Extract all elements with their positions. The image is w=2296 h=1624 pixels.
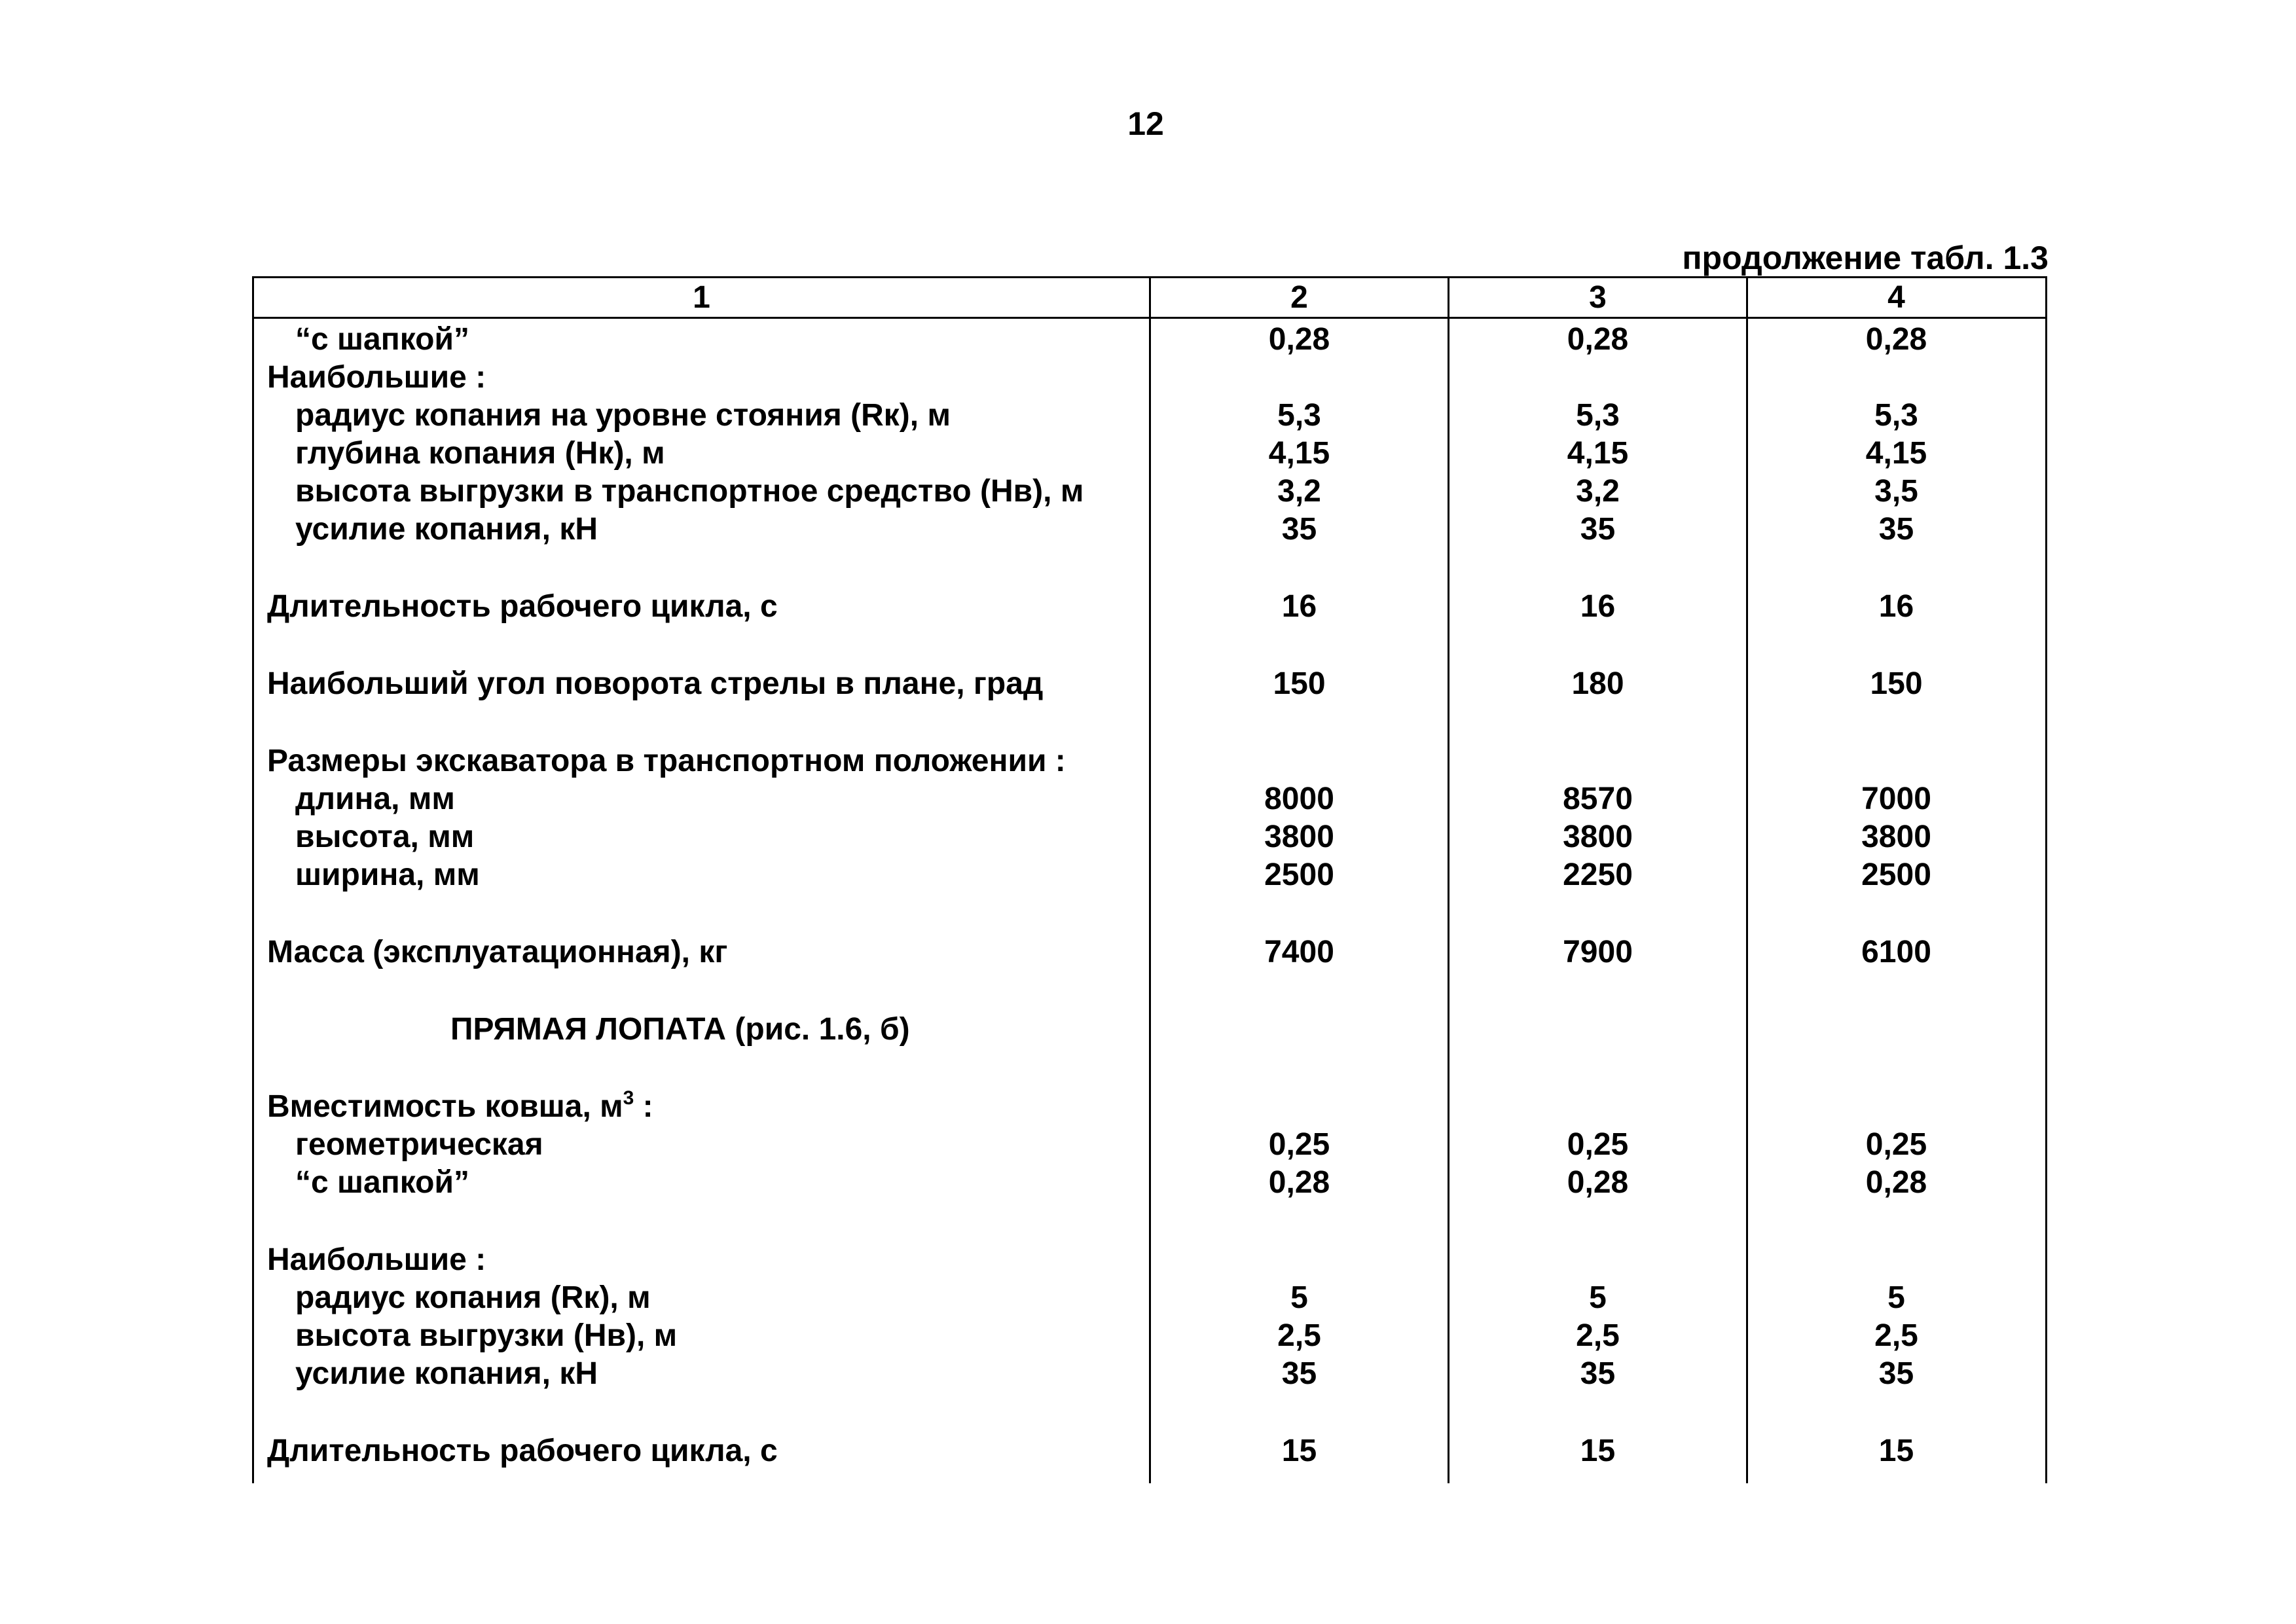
table-row	[254, 818, 2045, 856]
cell-col4: 0,28	[1865, 322, 1927, 357]
cell-col4: 5	[1887, 1280, 1905, 1315]
row-label: высота выгрузки (Нв), м	[295, 1318, 678, 1353]
cell-col2: 150	[1273, 666, 1326, 701]
column-header-2: 2	[1290, 280, 1308, 315]
cell-col2: 2500	[1264, 857, 1334, 892]
cell-col4: 4,15	[1865, 436, 1927, 471]
table-row	[254, 1432, 2045, 1470]
cell-col4: 5,3	[1874, 398, 1918, 433]
table-row	[254, 397, 2045, 435]
cell-col4: 15	[1878, 1434, 1914, 1468]
cell-col2: 3,2	[1277, 474, 1321, 509]
row-label: усилие копания, кН	[295, 512, 598, 547]
cell-col2: 35	[1281, 1356, 1317, 1391]
page-number: 12	[1127, 105, 1164, 142]
cell-col3: 2250	[1563, 857, 1633, 892]
cell-col2: 2,5	[1277, 1318, 1321, 1353]
row-label: Наибольший угол поворота стрелы в плане, град	[267, 666, 1044, 701]
table-row	[254, 1317, 2045, 1355]
row-label: “с шапкой”	[295, 322, 469, 357]
cell-col3: 4,15	[1567, 436, 1629, 471]
row-label: радиус копания (Rк), м	[295, 1280, 651, 1315]
cell-col4: 35	[1878, 512, 1914, 547]
row-label: Наибольшие :	[267, 1242, 486, 1277]
table-row	[254, 473, 2045, 511]
cell-col2: 35	[1281, 512, 1317, 547]
cell-col2: 0,28	[1268, 322, 1330, 357]
cell-col3: 2,5	[1576, 1318, 1620, 1353]
table-row	[254, 435, 2045, 473]
cell-col4: 0,25	[1865, 1127, 1927, 1162]
column-header-1: 1	[693, 280, 710, 315]
column-header-4: 4	[1887, 280, 1905, 315]
cell-col4: 3800	[1861, 820, 1931, 854]
row-label: усилие копания, кН	[295, 1356, 598, 1391]
row-label: Размеры экскаватора в транспортном положении :	[267, 744, 1066, 778]
cell-col3: 35	[1580, 1356, 1616, 1391]
cell-col2: 0,28	[1268, 1165, 1330, 1200]
table-row	[254, 1126, 2045, 1164]
cell-col3: 35	[1580, 512, 1616, 547]
cell-col3: 7900	[1563, 935, 1633, 969]
cell-col3: 5	[1589, 1280, 1607, 1315]
column-header-3: 3	[1589, 280, 1607, 315]
table-caption: продолжение табл. 1.3	[1682, 240, 2049, 276]
row-label: Масса (эксплуатационная), кг	[267, 935, 728, 969]
cell-col2: 4,15	[1268, 436, 1330, 471]
cell-col2: 15	[1281, 1434, 1317, 1468]
cell-col4: 3,5	[1874, 474, 1918, 509]
cell-col3: 0,28	[1567, 1165, 1629, 1200]
table-row	[254, 780, 2045, 818]
table-row	[254, 1241, 2045, 1279]
cell-col2: 5	[1290, 1280, 1308, 1315]
table-row	[254, 665, 2045, 703]
table-row	[254, 511, 2045, 549]
cell-col3: 180	[1571, 666, 1624, 701]
cell-col3: 0,28	[1567, 322, 1629, 357]
row-label: Вместимость ковша, $м^3$ :	[267, 1087, 653, 1124]
table-row	[254, 1011, 2045, 1049]
cell-col4: 35	[1878, 1356, 1914, 1391]
cell-col3: 3,2	[1576, 474, 1620, 509]
row-label: высота выгрузки в транспортное средство (Нв), м	[295, 474, 1084, 509]
table-row	[254, 1355, 2045, 1393]
row-label: длина, мм	[295, 782, 455, 816]
cell-col2: 7400	[1264, 935, 1334, 969]
table-row	[254, 1164, 2045, 1202]
cell-col4: 16	[1878, 589, 1914, 624]
table-row	[254, 742, 2045, 780]
row-label: Длительность рабочего цикла, с	[267, 589, 778, 624]
cell-col2: 0,25	[1268, 1127, 1330, 1162]
row-label: радиус копания на уровне стояния (Rк), м	[295, 398, 951, 433]
cell-col3: 0,25	[1567, 1127, 1629, 1162]
section-heading: ПРЯМАЯ ЛОПАТА (рис. 1.6, б)	[450, 1012, 910, 1047]
table-row	[254, 359, 2045, 397]
cell-col3: 3800	[1563, 820, 1633, 854]
row-label: Длительность рабочего цикла, с	[267, 1434, 778, 1468]
cell-col4: 2,5	[1874, 1318, 1918, 1353]
row-label: геометрическая	[295, 1127, 543, 1162]
cell-col4: 0,28	[1865, 1165, 1927, 1200]
data-table	[252, 276, 2047, 1483]
cell-col2: 3800	[1264, 820, 1334, 854]
table-row	[254, 1279, 2045, 1317]
row-label: “с шапкой”	[295, 1165, 469, 1200]
row-label: высота, мм	[295, 820, 475, 854]
cell-col4: 2500	[1861, 857, 1931, 892]
cell-col3: 5,3	[1576, 398, 1620, 433]
row-label: ширина, мм	[295, 857, 480, 892]
cell-col2: 16	[1281, 589, 1317, 624]
cell-col4: 7000	[1861, 782, 1931, 816]
table-row	[254, 1088, 2045, 1126]
cell-col2: 8000	[1264, 782, 1334, 816]
table-row	[254, 856, 2045, 894]
table-row	[254, 321, 2045, 359]
cell-col3: 15	[1580, 1434, 1616, 1468]
cell-col3: 8570	[1563, 782, 1633, 816]
cell-col2: 5,3	[1277, 398, 1321, 433]
table-row	[254, 933, 2045, 971]
cell-col3: 16	[1580, 589, 1616, 624]
table-row	[254, 588, 2045, 626]
cell-col4: 150	[1870, 666, 1923, 701]
cell-col4: 6100	[1861, 935, 1931, 969]
row-label: глубина копания (Нк), м	[295, 436, 665, 471]
row-label: Наибольшие :	[267, 360, 486, 395]
